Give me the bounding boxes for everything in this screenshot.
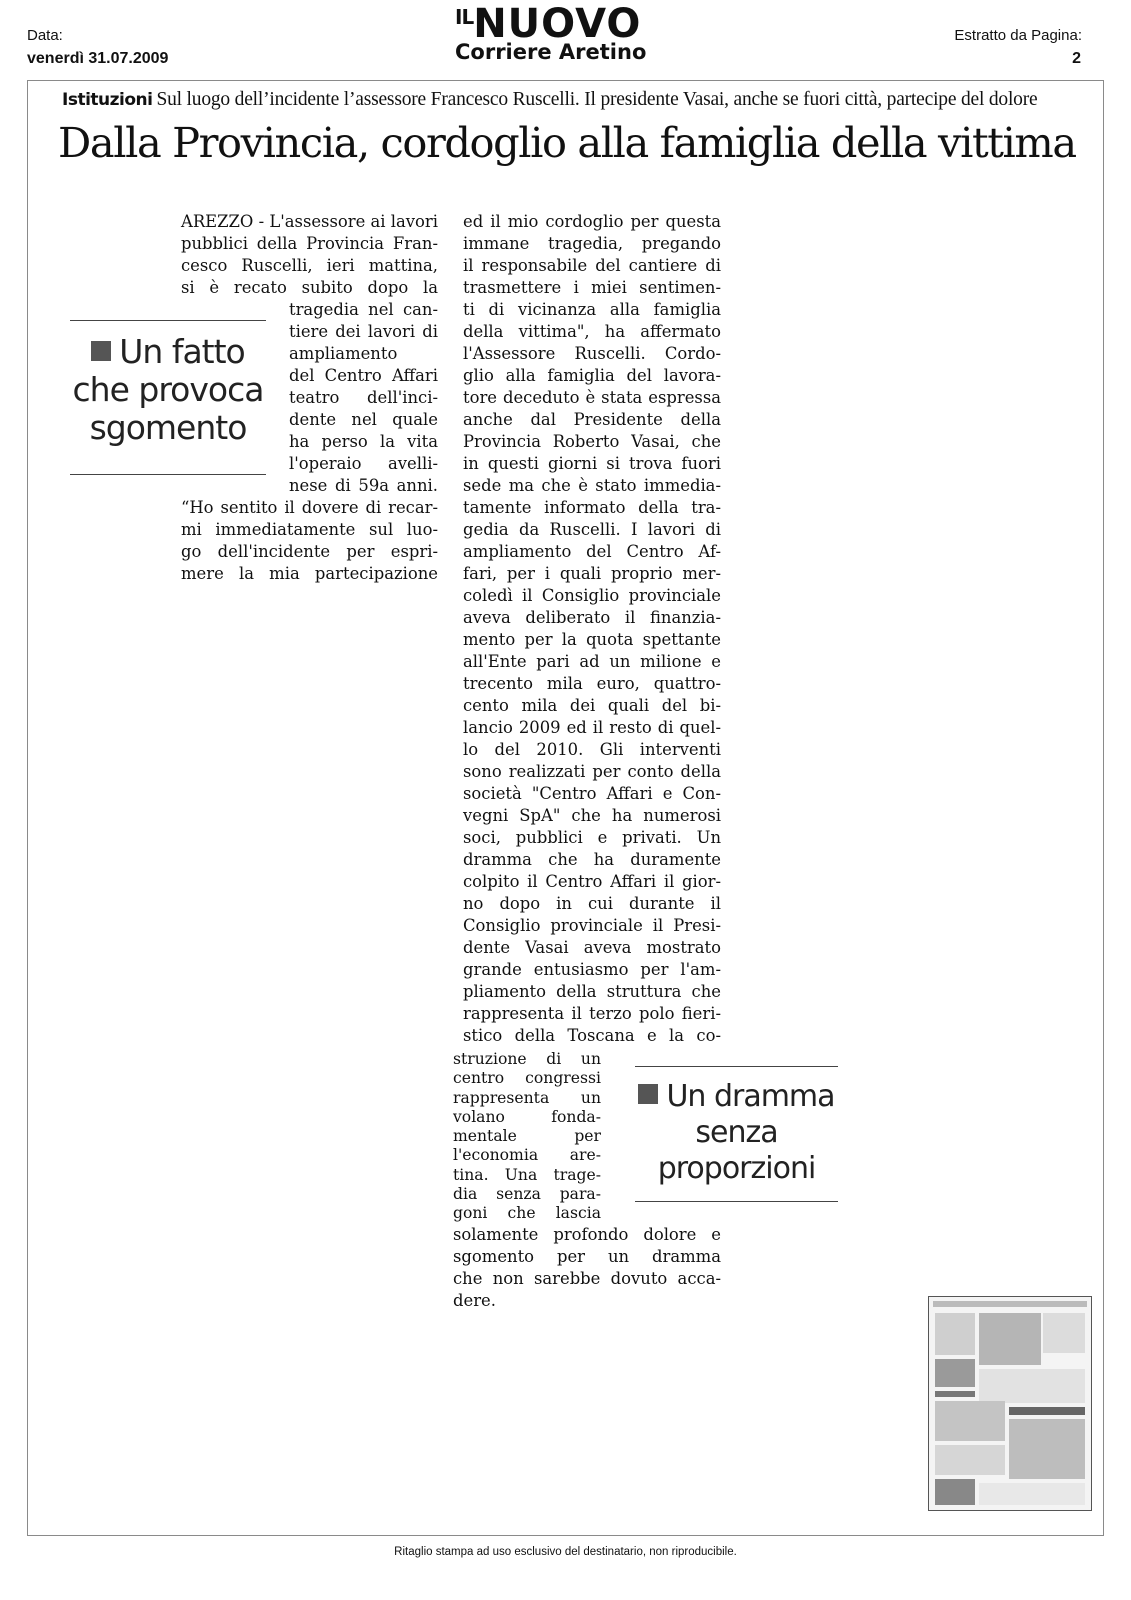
text-line: rappresenta un: [453, 1088, 601, 1107]
text-line: stico della Toscana e la co-: [463, 1026, 721, 1045]
column-2-side: [453, 1050, 601, 1224]
pullquote-text: proporzioni: [657, 1151, 816, 1186]
column-1-top: [181, 211, 438, 299]
pullquote-text: Un dramma: [666, 1079, 835, 1114]
text-line: mere la mia partecipazione: [181, 564, 438, 583]
column-1-side: [289, 299, 438, 497]
text-line: immane tragedia, pregando: [463, 234, 721, 253]
text-line: ti di vicinanza alla famiglia: [463, 300, 721, 319]
pullquote-1: [70, 333, 266, 447]
text-line: sgomento per un dramma: [453, 1247, 721, 1266]
text-line: l'Assessore Ruscelli. Cordo-: [463, 344, 721, 363]
text-line: sede ma che è stato immedia-: [463, 476, 721, 495]
text-line: mi immediatamente sul luo-: [181, 520, 438, 539]
pullquote-2: [635, 1079, 838, 1187]
text-line: della vittima", ha affermato: [463, 322, 721, 341]
text-line: in questi giorni si trova fuori: [463, 454, 721, 473]
text-line: rappresenta il terzo polo fieri-: [463, 1004, 721, 1023]
text-line: dente Vasai aveva mostrato: [463, 938, 721, 957]
text-line: all'Ente pari ad un milione e: [463, 652, 721, 671]
square-bullet-icon: [91, 341, 111, 361]
text-line: cento mila dei quali del bi-: [463, 696, 721, 715]
pullquote-line: [70, 371, 266, 409]
text-line: pliamento della struttura che: [463, 982, 721, 1001]
column-2-bottom: [453, 1224, 721, 1312]
pullquote-line: [635, 1115, 838, 1151]
footer-notice: Ritaglio stampa ad uso esclusivo del destinatario, non riproducibile.: [394, 1546, 737, 1558]
text-line: Provincia Roberto Vasai, che: [463, 432, 721, 451]
text-line: gedia da Ruscelli. I lavori di: [463, 520, 721, 539]
pullquote-line: [635, 1151, 838, 1187]
text-line: aveva deliberato il finanzia-: [463, 608, 721, 627]
text-line: volano fonda-: [453, 1107, 601, 1126]
text-line: anche dal Presidente della: [463, 410, 721, 429]
text-line: ed il mio cordoglio per questa: [463, 212, 721, 231]
text-line: tamente informato della tra-: [463, 498, 721, 517]
pullquote-1-bottom-rule: [70, 474, 266, 475]
text-line: teatro dell'inci-: [289, 388, 438, 407]
text-line: colpito il Centro Affari il gior-: [463, 872, 721, 891]
text-line: tragedia nel can-: [289, 300, 438, 319]
text-line: l'economia are-: [453, 1146, 601, 1165]
pullquote-text: Un fatto: [119, 332, 245, 371]
text-line: trecento mila euro, quattro-: [463, 674, 721, 693]
text-line: goni che lascia: [453, 1204, 601, 1223]
text-line: ampliamento: [289, 344, 398, 363]
text-line: tore deceduto è stata espressa: [463, 388, 721, 407]
text-line: soci, pubblici e privati. Un: [463, 828, 721, 847]
page-thumbnail-image: [928, 1296, 1092, 1511]
text-line: AREZZO - L'assessore ai lavori: [181, 212, 438, 231]
headline: Dalla Provincia, cordoglio alla famiglia della vittima: [58, 118, 1076, 167]
text-line: l'operaio avelli-: [289, 454, 438, 473]
pullquote-2-top-rule: [635, 1066, 838, 1067]
page-number: 2: [1072, 50, 1081, 67]
text-line: società "Centro Affari e Con-: [463, 784, 721, 803]
pullquote-line: [70, 409, 266, 447]
text-line: solamente profondo dolore e: [453, 1225, 721, 1244]
kicker: [62, 89, 1112, 111]
text-line: sono realizzati per conto della: [463, 762, 721, 781]
text-line: mentale per: [453, 1127, 601, 1146]
column-1-bottom: [181, 497, 438, 585]
square-bullet-icon: [638, 1084, 658, 1104]
pullquote-1-top-rule: [70, 320, 266, 321]
kicker-tag: Istituzioni: [62, 90, 153, 110]
text-line: tina. Una trage-: [453, 1165, 601, 1184]
text-line: il responsabile del cantiere di: [463, 256, 721, 275]
text-line: Consiglio provinciale il Presi-: [463, 916, 721, 935]
text-line: no dopo in cui durante il: [463, 894, 721, 913]
text-line: che non sarebbe dovuto acca-: [453, 1269, 721, 1288]
text-line: pubblici della Provincia Fran-: [181, 234, 438, 253]
text-line: dia senza para-: [453, 1185, 601, 1204]
page-thumbnail-graphic: [929, 1297, 1091, 1510]
pullquote-line: [635, 1079, 838, 1115]
text-line: trasmettere i miei sentimen-: [463, 278, 721, 297]
text-line: grande entusiasmo per l'am-: [463, 960, 721, 979]
text-line: del Centro Affari: [289, 366, 438, 385]
pullquote-text: senza: [695, 1115, 778, 1150]
text-line: vegni SpA" che ha numerosi: [463, 806, 721, 825]
date-label: Data:: [27, 27, 63, 44]
text-line: struzione di un: [453, 1050, 601, 1068]
text-line: centro congressi: [453, 1069, 601, 1088]
text-line: si è recato subito dopo la: [181, 278, 438, 297]
text-line: glio alla famiglia del lavora-: [463, 366, 721, 385]
masthead-name: NUOVO: [473, 1, 642, 47]
text-line: coledì il Consiglio provinciale: [463, 586, 721, 605]
text-line: cesco Ruscelli, ieri mattina,: [181, 256, 438, 275]
date-value: venerdì 31.07.2009: [27, 50, 169, 67]
pullquote-text: sgomento: [89, 408, 247, 447]
masthead-prefix: IL: [455, 5, 474, 29]
masthead-logo: [455, 1, 680, 64]
extract-label: Estratto da Pagina:: [954, 27, 1082, 44]
text-line: nese di 59a anni.: [289, 476, 438, 495]
text-line: dente nel quale: [289, 410, 438, 429]
pullquote-2-bottom-rule: [635, 1201, 838, 1202]
column-2-top: [463, 211, 721, 1047]
text-line: “Ho sentito il dovere di recar-: [181, 498, 438, 517]
kicker-text: Sul luogo dell’incidente l’assessore Francesco Ruscelli. Il presidente Vasai, anche se fuori città, partecipe del dolore: [156, 89, 1038, 110]
pullquote-text: che provoca: [72, 370, 264, 409]
text-line: lancio 2009 ed il resto di quel-: [463, 718, 721, 737]
text-line: ampliamento del Centro Af-: [463, 542, 721, 561]
text-line: ha perso la vita: [289, 432, 438, 451]
text-line: mento per la quota spettante: [463, 630, 721, 649]
text-line: dere.: [453, 1291, 496, 1310]
pullquote-line: [70, 333, 266, 371]
text-line: lo del 2010. Gli interventi: [463, 740, 721, 759]
text-line: go dell'incidente per espri-: [181, 542, 438, 561]
text-line: fari, per i quali proprio mer-: [463, 564, 721, 583]
text-line: dramma che ha duramente: [463, 850, 721, 869]
text-line: tiere dei lavori di: [289, 322, 438, 341]
masthead-subtitle: Corriere Aretino: [455, 40, 647, 64]
